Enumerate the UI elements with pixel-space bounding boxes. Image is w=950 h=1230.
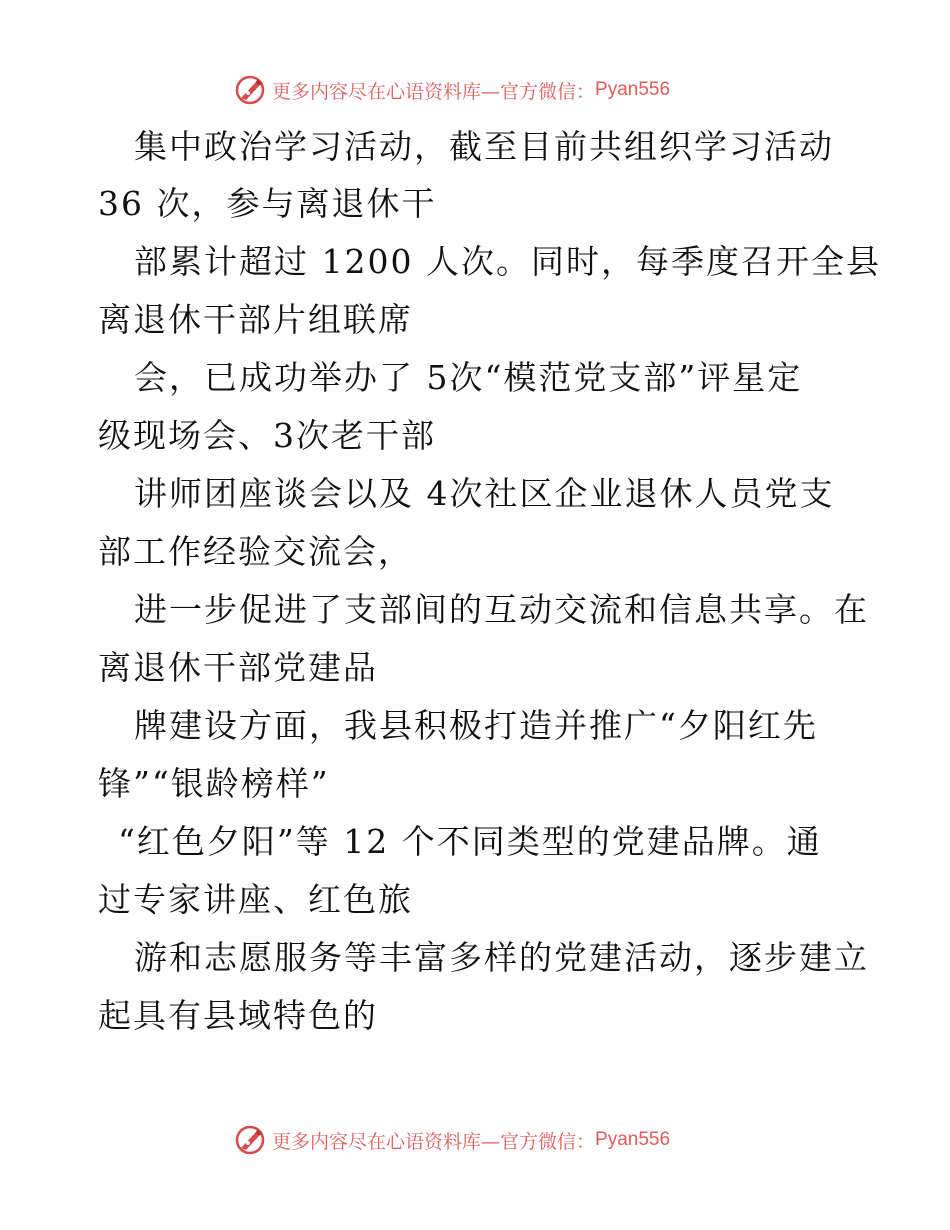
text-line: 部工作经验交流会， <box>98 532 413 571</box>
text-line: 离退休干部党建品 <box>98 648 378 687</box>
watermark-text: 更多内容尽在心语资料库—官方微信： <box>272 1130 596 1153</box>
text-line: 进一步促进了支部间的互动交流和信息共享。在 <box>134 590 869 629</box>
text-line: 集中政治学习活动，截至目前共组织学习活动 <box>134 127 834 166</box>
text-line: 36 次，参与离退休干 <box>98 184 437 223</box>
text-line: 部累计超过 1200 人次。同时，每季度召开全县 <box>134 242 881 281</box>
pen-nib-logo-icon <box>234 1124 266 1156</box>
watermark-wechat-id: Pyan556 <box>595 1129 671 1150</box>
text-line: 锋”“银龄榜样” <box>98 764 330 803</box>
text-line: 起具有县域特色的 <box>98 996 378 1035</box>
text-line: “红色夕阳”等 12 个不同类型的党建品牌。通 <box>118 822 822 861</box>
text-line: 过专家讲座、红色旅 <box>98 880 413 919</box>
text-line: 级现场会、3次老干部 <box>98 416 436 455</box>
footer-watermark <box>0 1122 950 1158</box>
text-line: 游和志愿服务等丰富多样的党建活动，逐步建立 <box>134 938 869 977</box>
text-line: 离退休干部片组联席 <box>98 300 413 339</box>
watermark-wechat-id: Pyan556 <box>595 79 671 100</box>
text-line: 牌建设方面，我县积极打造并推广“夕阳红先 <box>134 706 818 745</box>
watermark-text: 更多内容尽在心语资料库—官方微信： <box>272 80 596 103</box>
text-line: 讲师团座谈会以及 4次社区企业退休人员党支 <box>134 474 835 513</box>
text-line: 会，已成功举办了 5次“模范党支部”评星定 <box>134 358 803 397</box>
